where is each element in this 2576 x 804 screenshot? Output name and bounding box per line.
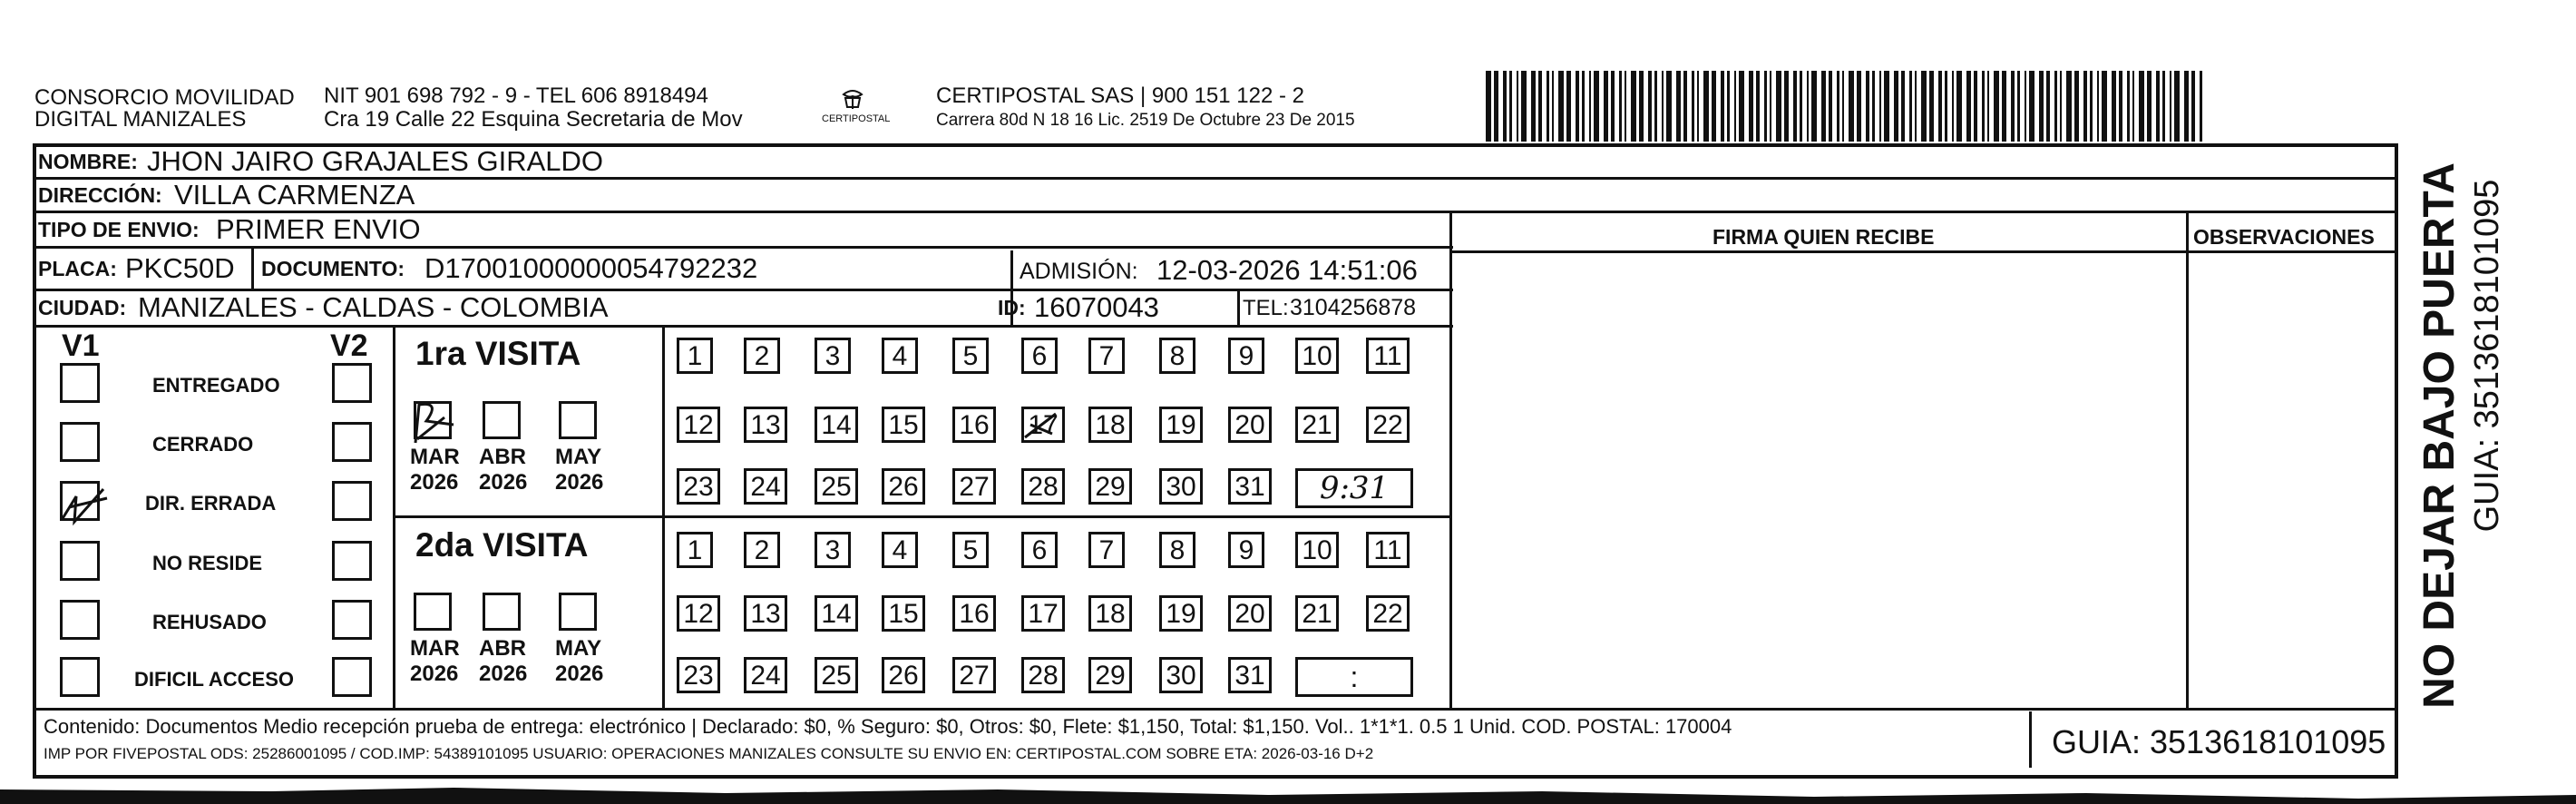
handwritten-check-mark (408, 397, 463, 452)
day-box[interactable]: 4 (882, 338, 918, 374)
footer-print-line: IMP POR FIVEPOSTAL ODS: 25286001095 / COD.IMP: 54389101095 USUARIO: OPERACIONES MANIZALES CONSULTE SU ENVIO EN: CERTIPOSTAL.COM SOBRE ETA: 2026-03-16 D+2 (44, 745, 1374, 762)
day-box[interactable]: 9 (1228, 532, 1264, 568)
day-box[interactable]: 13 (744, 407, 787, 443)
v1-checkbox[interactable] (60, 600, 100, 640)
status-label: DIR. ERRADA (145, 492, 277, 515)
month-label: MAY (555, 636, 602, 661)
status-label: CERRADO (152, 433, 254, 456)
v1-label: V1 (62, 328, 100, 363)
day-box[interactable]: 15 (882, 407, 925, 443)
carrier-address: Carrera 80d N 18 16 Lic. 2519 De Octubre 23 De 2015 (936, 111, 1355, 130)
status-label: REHUSADO (152, 611, 267, 633)
visit-divider (393, 515, 1451, 518)
v2-checkbox[interactable] (332, 422, 372, 462)
day-box[interactable]: 5 (952, 338, 989, 374)
day-box[interactable]: 7 (1088, 532, 1125, 568)
day-box[interactable]: 13 (744, 595, 787, 632)
day-box[interactable]: 14 (815, 407, 858, 443)
day-box[interactable]: 26 (882, 468, 925, 505)
barcode (1486, 71, 2211, 142)
company-address: Cra 19 Calle 22 Esquina Secretaria de Mov (324, 107, 743, 132)
admision-label: ADMISIÓN: (1020, 259, 1138, 284)
day-box[interactable]: 25 (815, 657, 858, 693)
admision-value: 12-03-2026 14:51:06 (1156, 254, 1418, 286)
second-visit-title: 2da VISITA (415, 526, 589, 564)
v2-checkbox[interactable] (332, 541, 372, 581)
tipo-envio-label: TIPO DE ENVIO: (38, 218, 200, 241)
day-box[interactable]: 17 (1021, 595, 1065, 632)
day-box[interactable]: 5 (952, 532, 989, 568)
first-visit-title: 1ra VISITA (415, 335, 581, 372)
v2-checkbox[interactable] (332, 481, 372, 521)
day-box[interactable]: 6 (1021, 532, 1058, 568)
observaciones-label: OBSERVACIONES (2193, 225, 2375, 249)
torn-edge (0, 777, 2576, 804)
footer-guia-divider (2029, 711, 2032, 768)
day-box[interactable]: 21 (1295, 595, 1339, 632)
row-divider (33, 325, 1453, 328)
day-box[interactable]: 31 (1228, 657, 1272, 693)
status-label: NO RESIDE (152, 552, 263, 574)
day-box[interactable]: 7 (1088, 338, 1125, 374)
day-box[interactable]: 30 (1159, 468, 1203, 505)
observations-area[interactable] (2191, 256, 2393, 704)
day-box[interactable]: 26 (882, 657, 925, 693)
day-box[interactable]: 8 (1159, 338, 1195, 374)
certipostal-logo-text: CERTIPOSTAL (822, 113, 891, 124)
year-label: 2026 (410, 470, 459, 495)
company-nit: NIT 901 698 792 - 9 - TEL 606 8918494 (324, 83, 708, 108)
side-warning: NO DEJAR BAJO PUERTA (2415, 162, 2464, 709)
v1-checkbox[interactable] (60, 422, 100, 462)
day-box[interactable]: 10 (1295, 338, 1339, 374)
documento-value: D17001000000054792232 (424, 252, 758, 284)
day-box[interactable]: 28 (1021, 468, 1065, 505)
documento-label: DOCUMENTO: (261, 257, 405, 280)
month-checkbox[interactable] (483, 593, 521, 631)
field-divider (1237, 289, 1240, 325)
day-box[interactable]: 12 (677, 595, 720, 632)
firma-label: FIRMA QUIEN RECIBE (1712, 225, 1935, 249)
v1-checkbox[interactable] (60, 541, 100, 581)
v2-checkbox[interactable] (332, 363, 372, 403)
carrier-name: CERTIPOSTAL SAS | 900 151 122 - 2 (936, 83, 1304, 108)
day-box[interactable]: 19 (1159, 595, 1203, 632)
status-label: ENTREGADO (152, 374, 280, 397)
ciudad-label: CIUDAD: (38, 296, 127, 319)
day-box[interactable]: 2 (744, 532, 780, 568)
day-box[interactable]: 1 (677, 532, 713, 568)
day-box[interactable]: 17 (1021, 407, 1065, 443)
footer-divider (33, 708, 2398, 711)
id-value: 16070043 (1034, 291, 1159, 323)
v2-label: V2 (330, 328, 368, 363)
placa-label: PLACA: (38, 257, 117, 280)
v1-checkbox[interactable] (60, 363, 100, 403)
row-divider (33, 246, 1453, 249)
day-box[interactable]: 14 (815, 595, 858, 632)
v2-checkbox[interactable] (332, 600, 372, 640)
day-box[interactable]: 1 (677, 338, 713, 374)
day-box[interactable]: 24 (744, 657, 787, 693)
direccion-value: VILLA CARMENZA (174, 179, 415, 211)
nombre-label: NOMBRE: (38, 150, 138, 173)
signature-header-divider (1451, 250, 2398, 253)
month-checkbox[interactable] (414, 593, 452, 631)
tel-value: 3104256878 (1290, 295, 1417, 320)
year-label: 2026 (555, 662, 604, 686)
day-box[interactable]: 15 (882, 595, 925, 632)
day-box[interactable]: 18 (1088, 407, 1132, 443)
day-box[interactable]: 3 (815, 338, 851, 374)
signature-divider (1449, 211, 1452, 708)
signature-area[interactable] (1455, 256, 2181, 704)
day-box[interactable]: 29 (1088, 657, 1132, 693)
month-checkbox[interactable] (559, 593, 597, 631)
month-label: MAR (410, 636, 460, 661)
id-label: ID: (998, 296, 1026, 319)
day-box[interactable]: 29 (1088, 468, 1132, 505)
first-visit-time[interactable]: 9:31 (1295, 468, 1413, 508)
month-checkbox[interactable] (559, 401, 597, 439)
footer-content-line: Contenido: Documentos Medio recepción prueba de entrega: electrónico | Declarado: $0, % Seguro: $0, Otros: $0, Flete: $1,150, Total: $1,150. Vol.. 1*1*1. 0.5 1 Unid. COD. POSTAL: 170004 (44, 715, 1732, 738)
day-box[interactable]: 21 (1295, 407, 1339, 443)
footer-guia: GUIA: 3513618101095 (2052, 723, 2386, 760)
day-box[interactable]: 18 (1088, 595, 1132, 632)
second-visit-time[interactable]: : (1295, 657, 1413, 697)
day-box[interactable]: 6 (1021, 338, 1058, 374)
side-guia: GUIA: 3513618101095 (2468, 179, 2506, 533)
placa-value: PKC50D (125, 252, 235, 284)
day-box[interactable]: 12 (677, 407, 720, 443)
day-box[interactable]: 10 (1295, 532, 1339, 568)
tel-label: TEL: (1243, 296, 1289, 320)
day-box[interactable]: 28 (1021, 657, 1065, 693)
day-box[interactable]: 23 (677, 468, 720, 505)
day-box[interactable]: 25 (815, 468, 858, 505)
day-box[interactable]: 19 (1159, 407, 1203, 443)
day-box[interactable]: 31 (1228, 468, 1272, 505)
observations-divider (2186, 211, 2189, 708)
day-box[interactable]: 20 (1228, 407, 1272, 443)
day-box[interactable]: 16 (952, 407, 996, 443)
tipo-envio-value: PRIMER ENVIO (216, 213, 421, 245)
handwritten-check-mark (56, 476, 111, 531)
day-box[interactable]: 11 (1366, 338, 1410, 374)
month-checkbox[interactable] (483, 401, 521, 439)
v2-checkbox[interactable] (332, 657, 372, 697)
day-box[interactable]: 9 (1228, 338, 1264, 374)
day-box[interactable]: 30 (1159, 657, 1203, 693)
day-box[interactable]: 24 (744, 468, 787, 505)
day-box[interactable]: 22 (1366, 407, 1410, 443)
company-name-line2: DIGITAL MANIZALES (34, 107, 247, 132)
year-label: 2026 (479, 470, 528, 495)
year-label: 2026 (479, 662, 528, 686)
month-label: MAY (555, 445, 602, 469)
day-box[interactable]: 27 (952, 657, 996, 693)
direccion-label: DIRECCIÓN: (38, 183, 162, 207)
day-box[interactable]: 22 (1366, 595, 1410, 632)
month-label: MAR (410, 445, 460, 469)
month-label: ABR (479, 636, 526, 661)
day-box[interactable]: 20 (1228, 595, 1272, 632)
v1-checkbox[interactable] (60, 657, 100, 697)
day-box[interactable]: 2 (744, 338, 780, 374)
field-divider (251, 246, 254, 289)
month-label: ABR (479, 445, 526, 469)
day-box[interactable]: 4 (882, 532, 918, 568)
handwritten-strike-mark (1020, 407, 1063, 445)
day-box[interactable]: 27 (952, 468, 996, 505)
status-label: DIFICIL ACCESO (134, 668, 295, 691)
day-box[interactable]: 23 (677, 657, 720, 693)
company-name-line1: CONSORCIO MOVILIDAD (34, 85, 295, 110)
certipostal-logo (816, 85, 889, 131)
year-label: 2026 (555, 470, 604, 495)
day-box[interactable]: 11 (1366, 532, 1410, 568)
year-label: 2026 (410, 662, 459, 686)
day-box[interactable]: 3 (815, 532, 851, 568)
ciudad-value: MANIZALES - CALDAS - COLOMBIA (138, 291, 609, 323)
day-box[interactable]: 16 (952, 595, 996, 632)
nombre-value: JHON JAIRO GRAJALES GIRALDO (147, 145, 603, 177)
day-box[interactable]: 8 (1159, 532, 1195, 568)
